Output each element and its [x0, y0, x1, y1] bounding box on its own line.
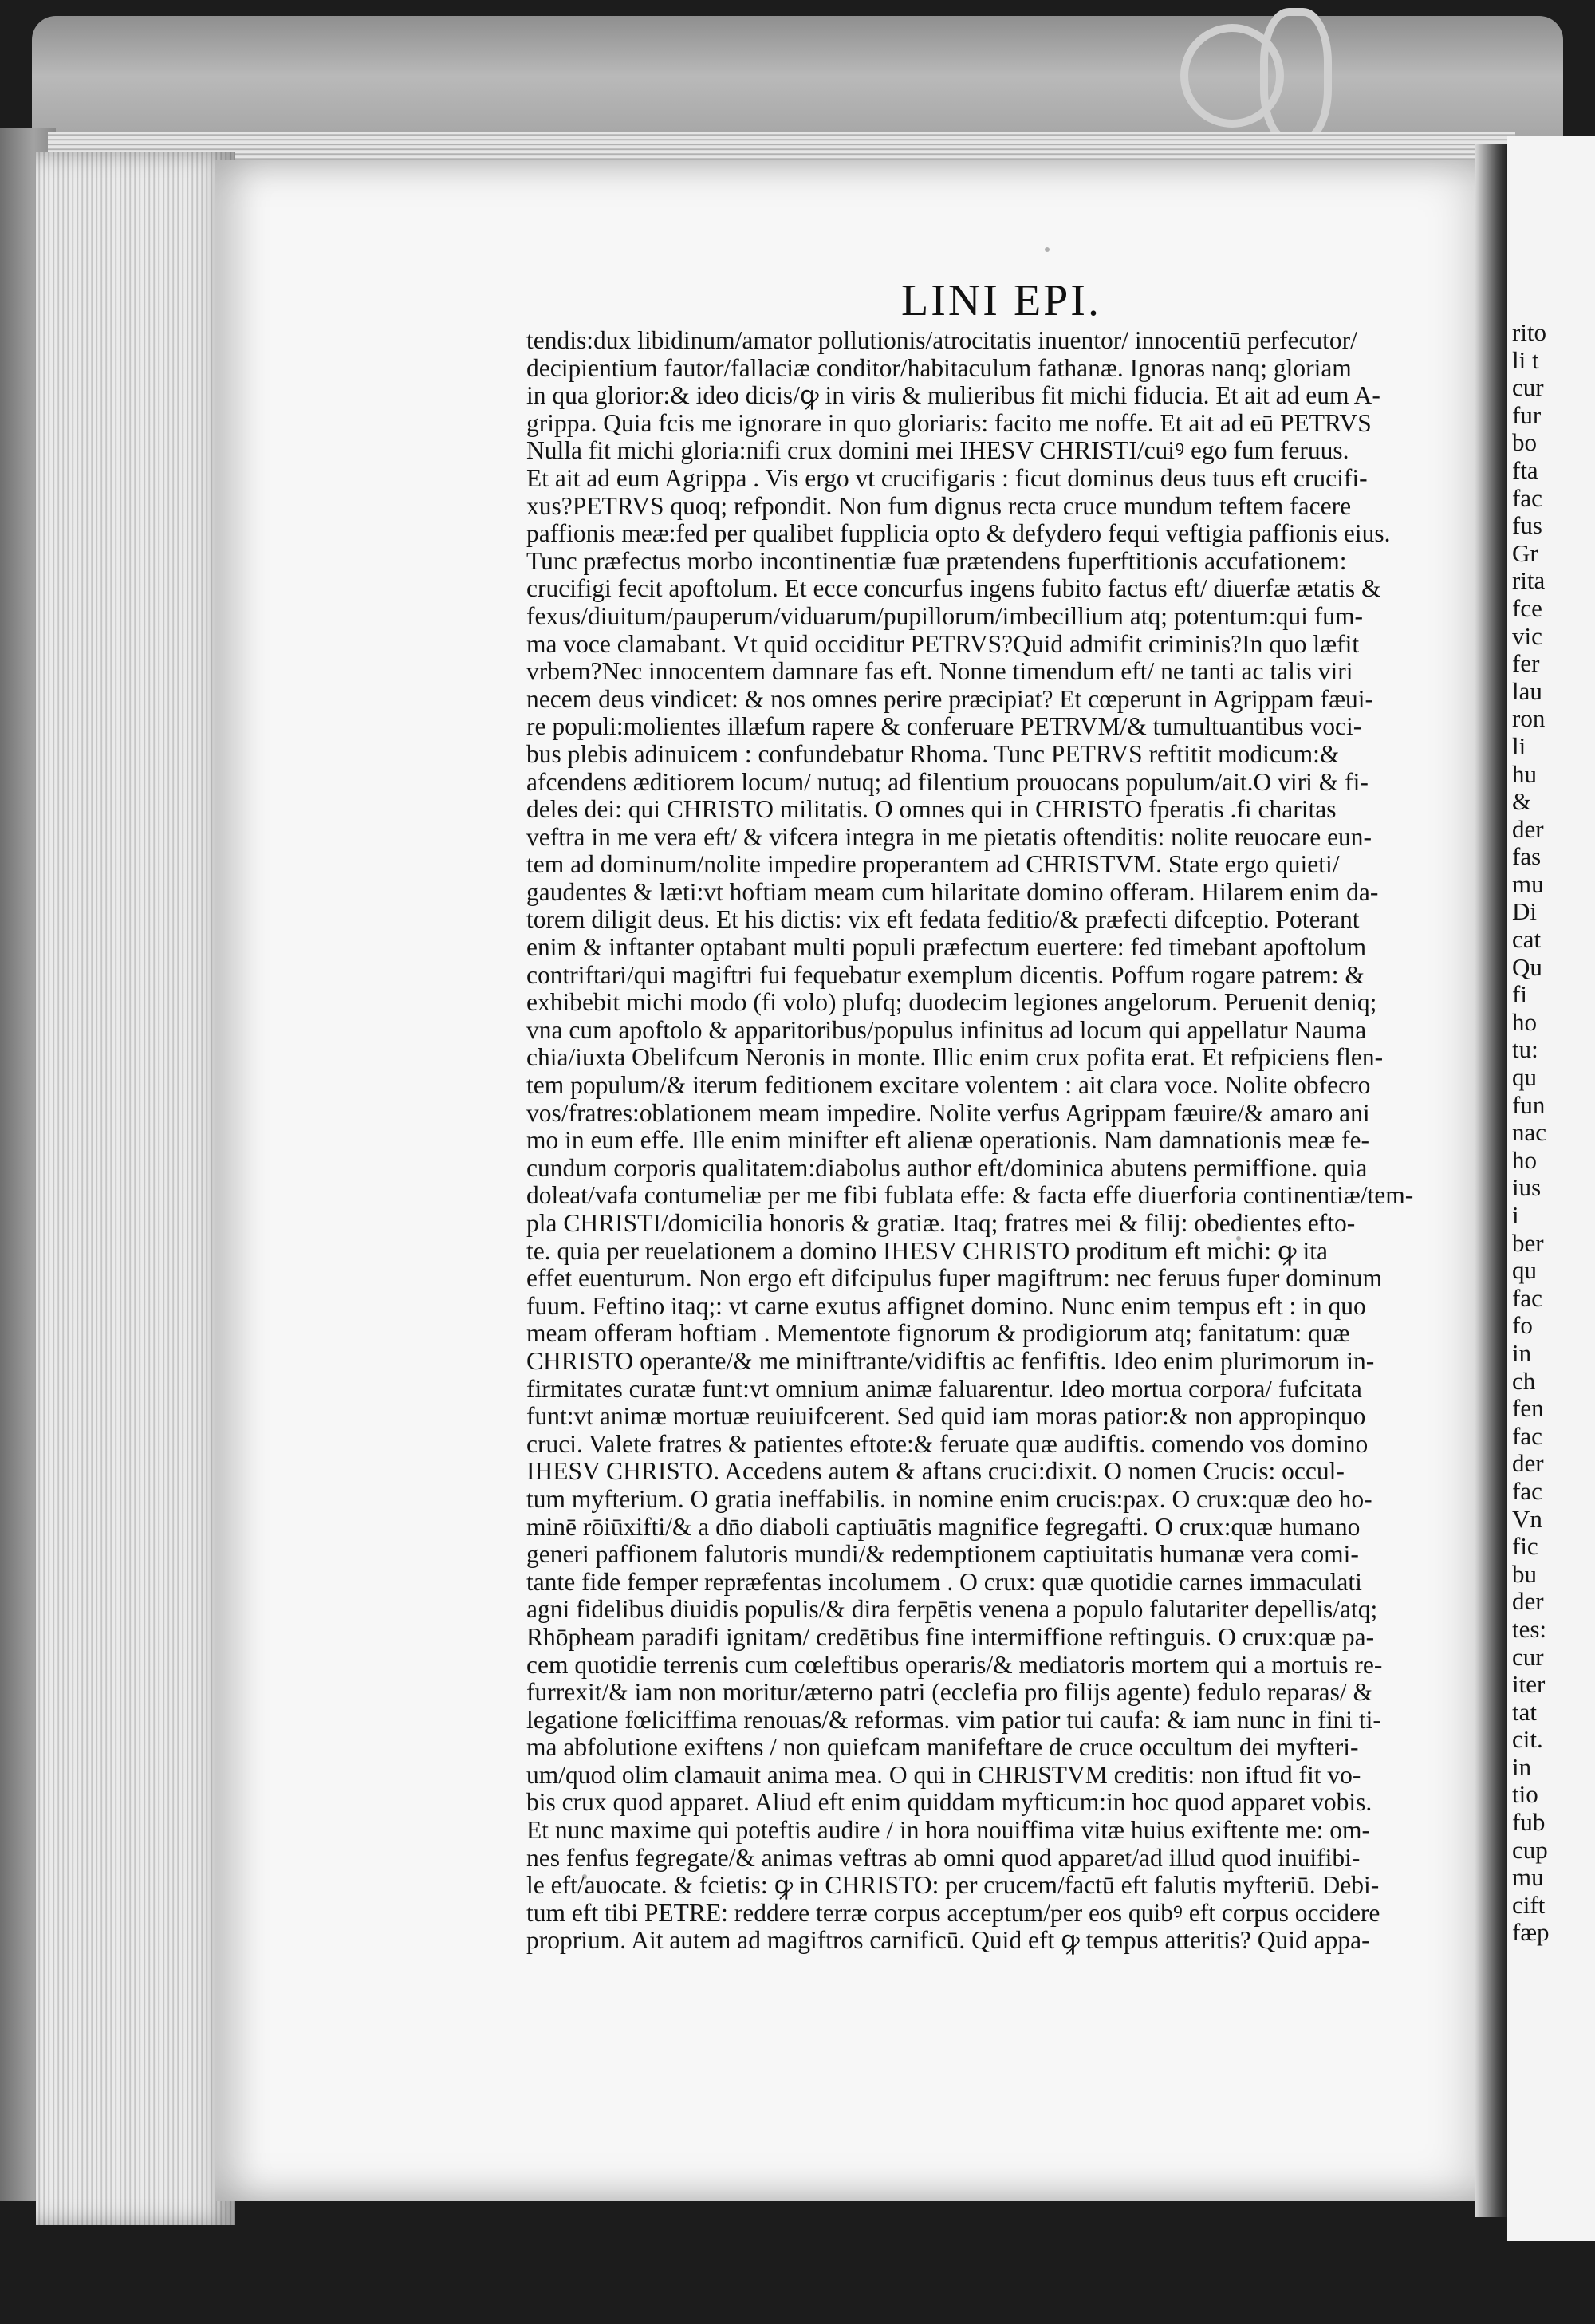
right-page-fragment: cur [1512, 373, 1544, 402]
text-line: minē rōiūxifti/& a dn̄o diaboli captiuātis magnifice fegregafti. O crux:quæ humano [526, 1512, 1361, 1541]
right-page-fragment: fac [1512, 1421, 1542, 1450]
running-header: LINI EPI. [901, 276, 1101, 325]
text-line: bus plebis adinuicem : confundebatur Rhoma. Tunc PETRVS reftitit modicum:& [526, 739, 1340, 768]
text-line: legatione fœliciffima renouas/& reformas. vim patior tui caufa: & iam nunc in fini ti- [526, 1705, 1381, 1734]
right-page-fragment: qu [1512, 1256, 1537, 1285]
right-page-fragment: i [1512, 1201, 1519, 1229]
right-page-fragment: cur [1512, 1642, 1544, 1671]
right-page-fragment: cat [1512, 925, 1542, 954]
text-line: ma abfolutione exiftens / non quiefcam manifeftare de cruce occultum dei myfteri- [526, 1733, 1359, 1762]
text-line: Rhōpheam paradifi ignitam/ credētibus fine intermiffione reftinguis. O crux:quæ pa- [526, 1622, 1375, 1651]
right-page-fragment: fce [1512, 593, 1542, 622]
right-page-fragment: fur [1512, 400, 1542, 429]
right-page-fragment: tat [1512, 1697, 1537, 1726]
right-page-fragment: bu [1512, 1559, 1537, 1588]
text-line: fexus/diuitum/pauperum/viduarum/pupillorum/imbecillium atq; potentum:qui fum- [526, 601, 1363, 630]
right-page-fragment: qu [1512, 1063, 1537, 1092]
right-page-fragment: fus [1512, 511, 1542, 540]
right-page-fragment: rito [1512, 318, 1547, 346]
text-line: tendis:dux libidinum/amator pollutionis/atrocitatis inuentor/ innocentiū perfecutor/ [526, 326, 1357, 354]
right-page-fragment: lau [1512, 676, 1542, 705]
right-page-fragment: ius [1512, 1173, 1542, 1202]
text-line: te. quia per reuelationem a domino IHESV CHRISTO proditum eft michi: ꝙ ita [526, 1236, 1328, 1265]
text-line: crucifigi fecit apoftolum. Et ecce concurfus ingens fubito factus eft/ diuerfæ ætatis & [526, 574, 1381, 603]
text-line: re populi:molientes illæfum rapere & conferuare PETRVM/& tumultuantibus voci- [526, 712, 1362, 741]
text-line: ma voce clamabant. Vt quid occiditur PETRVS?Quid admifit criminis?In quo læfit [526, 629, 1360, 658]
right-page-fragment: fæp [1512, 1918, 1550, 1947]
text-line: xus?PETRVS quoq; refpondit. Non fum dignus recta cruce mundum teftem facere [526, 491, 1352, 520]
text-line: tante fide femper repræfentas incolumem . O crux: quæ quotidie carnes immaculati [526, 1567, 1362, 1596]
text-line: afcendens æditiorem locum/ nutuq; ad filentium prouocans populum/ait.O viri & fi- [526, 767, 1369, 796]
right-page-fragment: Vn [1512, 1504, 1542, 1533]
page-block-fore-edge [36, 152, 235, 2225]
right-page-fragment: & [1512, 787, 1532, 816]
text-line: torem diligit deus. Et his dictis: vix eft fedata feditio/& præfecti difceptio. Poterant [526, 905, 1360, 934]
right-page-fragment: ch [1512, 1366, 1536, 1395]
text-line: vna cum apoftolo & apparitoribus/populus infinitus ad locum qui appellatur Nauma [526, 1015, 1367, 1044]
text-line: funt:vt animæ mortuæ reuiuifcerent. Sed quid iam moras patior:& non appropinquo [526, 1402, 1366, 1431]
text-line: IHESV CHRISTO. Accedens autem & aftans cruci:dixit. O nomen Crucis: occul- [526, 1457, 1345, 1486]
text-line: cruci. Valete fratres & patientes eftote:& feruate quæ audiftis. comendo vos domino [526, 1429, 1369, 1458]
leather-tie-loop [1260, 8, 1332, 144]
right-page-fragment: cift [1512, 1890, 1546, 1919]
right-page-fragment: in [1512, 1338, 1532, 1367]
right-page-text-fragments [1512, 319, 1595, 1947]
text-line: mo in eum effe. Ille enim minifter eft alienæ operationis. Nam damnationis meæ fe- [526, 1126, 1369, 1155]
text-line: Nulla fit michi gloria:nifi crux domini mei IHESV CHRISTI/cuiꝰ ego fum feruus. [526, 436, 1349, 465]
right-page-fragment: fo [1512, 1311, 1533, 1340]
right-page-fragment: fic [1512, 1532, 1538, 1561]
text-line: contriftari/qui magiftri fui fequebatur exemplum dicentis. Poffum rogare patrem: & [526, 960, 1365, 989]
right-page-fragment: li t [1512, 345, 1539, 374]
right-page-fragment: der [1512, 1587, 1544, 1616]
text-line: meam offeram hoftiam . Mementote fignorum & prodigiorum atq; fanitatum: quæ [526, 1319, 1350, 1348]
text-line: le eft/auocate. & fcietis: ꝙ in CHRISTO: per crucem/factū eft falutis myfteriū. Debi- [526, 1871, 1380, 1900]
text-line: gaudentes & læti:vt hoftiam meam cum hilaritate domino offeram. Hilarem enim da- [526, 877, 1379, 906]
text-line: cem quotidie terrenis cum cœleftibus operaris/& mediatoris mortem qui a mortuis re- [526, 1650, 1383, 1679]
text-line: tem ad dominum/nolite impedire properantem ad CHRISTVM. State ergo quieti/ [526, 850, 1340, 879]
right-page-edge [1507, 136, 1595, 2241]
text-line: veftra in me vera eft/ & vifcera integra in me pietatis oftenditis: nolite reuocare eun- [526, 822, 1372, 851]
right-page-fragment: fas [1512, 842, 1542, 871]
right-page-fragment: Di [1512, 897, 1537, 926]
text-line: tum myfterium. O gratia ineffabilis. in nomine enim crucis:pax. O crux:quæ deo ho- [526, 1484, 1372, 1513]
right-page-fragment: ron [1512, 704, 1546, 733]
text-line: paffionis meæ:fed per qualibet fupplicia opto & defydero fequi veftigia paffionis eius. [526, 519, 1391, 548]
right-page-fragment: nac [1512, 1118, 1547, 1147]
right-page-fragment: fac [1512, 1283, 1542, 1312]
text-line: chia/iuxta Obelifcum Neronis in monte. Illic enim crux pofita erat. Et refpiciens flen- [526, 1043, 1384, 1072]
right-page-fragment: tu: [1512, 1035, 1538, 1064]
right-page-fragment: fen [1512, 1394, 1544, 1423]
body-text [526, 327, 1428, 1955]
right-page-fragment: hu [1512, 759, 1537, 788]
text-line: furrexit/& iam non moritur/æterno patri (ecclefia pro filijs agente) fedulo reparas/ & [526, 1678, 1372, 1707]
text-line: cundum corporis qualitatem:diabolus author eft/dominica abutens permiffione. quia [526, 1153, 1368, 1182]
right-page-fragment: der [1512, 814, 1544, 843]
text-line: Et ait ad eum Agrippa . Vis ergo vt crucifigaris : ficut dominus deus tuus eft crucifi- [526, 463, 1368, 492]
right-page-fragment: ber [1512, 1228, 1544, 1257]
right-page-fragment: mu [1512, 1863, 1544, 1892]
right-page-fragment: li [1512, 731, 1526, 760]
text-line: tum eft tibi PETRE: reddere terræ corpus acceptum/per eos quibꝰ eft corpus occidere [526, 1898, 1380, 1927]
text-line: exhibebit michi modo (fi volo) plufq; duodecim legiones angelorum. Peruenit deniq; [526, 988, 1377, 1017]
text-line: tem populum/& iterum feditionem excitare volentem : ait clara voce. Nolite obfecro [526, 1071, 1371, 1100]
text-line: nes fenfus fegregate/& animas veftras ab omni quod apparet/ad illud quod inuifibi- [526, 1843, 1361, 1872]
right-page-fragment: fub [1512, 1808, 1546, 1837]
right-page-fragment: Gr [1512, 538, 1538, 567]
text-line: fuum. Feftino itaq;: vt carne exutus affignet domino. Nunc enim tempus eft : in quo [526, 1291, 1366, 1320]
text-line: effet euenturum. Non ergo eft difcipulus fuper magiftrum: nec feruus fuper dominum [526, 1264, 1383, 1293]
text-line: vrbem?Nec innocentem damnare fas eft. Nonne timendum eft/ ne tanti ac talis viri [526, 657, 1353, 686]
text-line: proprium. Ait autem ad magiftros carnificū. Quid eft ꝙ tempus atteritis? Quid appa- [526, 1926, 1370, 1955]
right-page-fragment: bo [1512, 428, 1537, 457]
right-page-fragment: ho [1512, 1145, 1537, 1174]
text-line: Tunc præfectus morbo incontinentiæ fuæ prætendens fuperftitionis accufationem: [526, 546, 1347, 575]
text-line: agni fidelibus diuidis populis/& dira ferpētis venena a populo falutariter depellis/atq; [526, 1595, 1378, 1624]
text-line: pla CHRISTI/domicilia honoris & gratiæ. Itaq; fratres mei & filij: obedientes efto- [526, 1209, 1356, 1237]
text-line: grippa. Quia fcis me ignorare in quo gloriaris: facito me noffe. Et ait ad eū PETRVS [526, 408, 1372, 437]
text-line: Et nunc maxime qui poteftis audire / in hora nouiffima vitæ huius exiftente me: om- [526, 1816, 1370, 1845]
right-page-fragment: fi [1512, 980, 1527, 1009]
right-page-fragment: rita [1512, 566, 1546, 595]
text-line: um/quod olim clamauit anima mea. O qui in CHRISTVM creditis: non iftud fit vo- [526, 1760, 1361, 1789]
right-page-fragment: fta [1512, 455, 1538, 484]
right-page-fragment: in [1512, 1752, 1532, 1781]
right-page-fragment: tes: [1512, 1614, 1547, 1643]
text-line: generi paffionem falutoris mundi/& redemptionem captiuitatis humanæ vera comi- [526, 1540, 1359, 1569]
gutter-shadow [1475, 144, 1507, 2217]
text-line: vos/fratres:oblationem meam impedire. Nolite verfus Agrippam fæuire/& amaro ani [526, 1098, 1370, 1127]
text-line: necem deus vindicet: & nos omnes perire præcipiat? Et cœperunt in Agrippam fæui- [526, 684, 1373, 713]
text-line: deles dei: qui CHRISTO militatis. O omnes qui in CHRISTO fperatis .fi charitas [526, 795, 1337, 824]
right-page-fragment: fac [1512, 483, 1542, 512]
text-line: CHRISTO operante/& me miniftrante/vidiftis ac fenfiftis. Ideo enim plurimorum in- [526, 1346, 1375, 1375]
text-line: firmitates curatæ funt:vt omnium animæ faluarentur. Ideo mortua corpora/ fufcitata [526, 1374, 1362, 1403]
right-page-fragment: tio [1512, 1780, 1538, 1809]
right-page-fragment: ho [1512, 1007, 1537, 1036]
text-line: doleat/vafa contumeliæ per me fibi fublata effe: & facta effe diuerforia continentiæ/tem- [526, 1181, 1414, 1210]
text-line: in qua glorior:& ideo dicis/ꝙ in viris & mulieribus fit michi fiducia. Et ait ad eum A- [526, 381, 1380, 410]
right-page-fragment: fun [1512, 1090, 1546, 1119]
right-page-fragment: fer [1512, 649, 1540, 678]
paper-speck [1045, 247, 1050, 252]
right-page-fragment: cup [1512, 1835, 1548, 1864]
text-line: enim & inftanter optabant multi populi præfectum euertere: fed timebant apoftolum [526, 933, 1367, 962]
right-page-fragment: cit. [1512, 1725, 1543, 1754]
right-page-fragment: fac [1512, 1476, 1542, 1505]
text-line: bis crux quod apparet. Aliud eft enim quiddam myfticum:in hoc quod apparet vobis. [526, 1788, 1372, 1817]
right-page-fragment: der [1512, 1449, 1544, 1478]
right-page-fragment: vic [1512, 621, 1542, 650]
right-page-fragment: Qu [1512, 952, 1542, 981]
right-page-fragment: iter [1512, 1670, 1546, 1699]
right-page-fragment: mu [1512, 869, 1544, 898]
text-line: decipientium fautor/fallaciæ conditor/habitaculum fathanæ. Ignoras nanq; gloriam [526, 353, 1352, 382]
